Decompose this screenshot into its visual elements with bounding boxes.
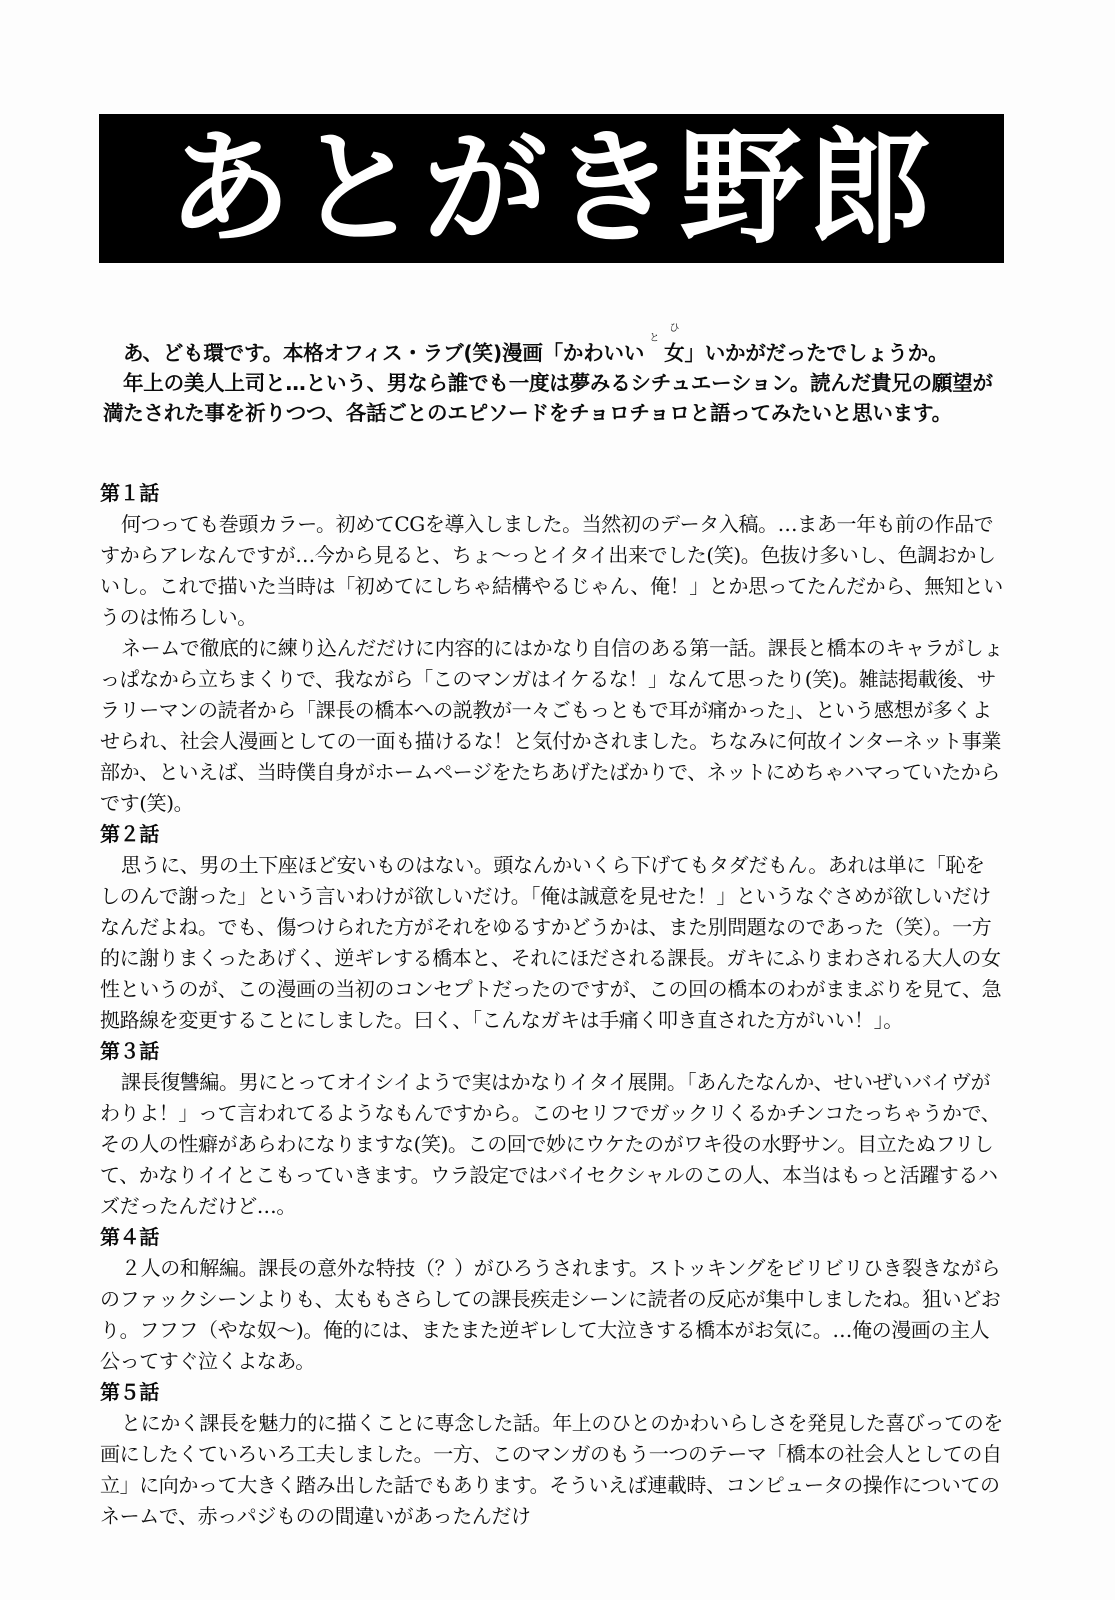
ruby-annotation — [644, 323, 685, 368]
episode-paragraph: ２人の和解編。課長の意外な特技（？）がひろうされます。ストッキングをビリビリひき裂きながらのファックシーンよりも、太ももさらしての課長疾走シーンに読者の反応が集中しましたね。狙いどおり。フフフ（やな奴〜)。俺的には、またまた逆ギレして大泣きする橋本がお気に。…俺の漫画の主人公ってすぐ泣くよなあ。 — [100, 1256, 1001, 1373]
episode-paragraph: 思うに、男の土下座ほど安いものはない。頭なんかいくら下げてもタダだもん。あれは単に「恥をしのんで謝った」という言いわけが欲しいだけ。「俺は誠意を見せた！」というなぐさめが欲しいだけなんだよね。でも、傷つけられた方がそれをゆるすかどうかは、また別問題なのであった（笑）。一方的に謝りまくったあげく、逆ギレする橋本と、それにほだされる課長。ガキにふりまわされる大人の女性というのが、この漫画の当初のコンセプトだったのですが、この回の橋本のわがままぶりを見て、急拠路線を変更することにしました。曰く、「こんなガキは手痛く叩き直された方がいい！」。 — [100, 853, 1002, 1032]
episode-heading: 第１話 — [100, 481, 159, 505]
intro-paragraph-2: 年上の美人上司と…という、男なら誰でも一度は夢みるシチュエーション。読んだ貴兄の願望が満たされた事を祈りつつ、各話ごとのエピソードをチョロチョロと語ってみたいと思います。 — [103, 371, 993, 425]
intro-section — [103, 323, 1003, 428]
intro-line1-after: 」いかがだったでしょうか。 — [684, 341, 949, 365]
ruby-text: ひと — [649, 323, 680, 344]
episode-section — [100, 819, 1003, 1036]
intro-paragraph-1 — [103, 323, 1003, 368]
ruby-base: 女 — [664, 341, 685, 365]
episode-section — [100, 1036, 1003, 1222]
episode-heading: 第２話 — [100, 822, 159, 846]
episode-section — [100, 478, 1003, 819]
episode-paragraph: とにかく課長を魅力的に描くことに専念した話。年上のひとのかわいらしさを発見した喜びってのを画にしたくていろいろ工夫しました。一方、このマンガのもう一つのテーマ「橋本の社会人としての自立」に向かって大きく踏み出した話でもあります。そういえば連載時、コンピュータの操作についてのネームで、赤っパジものの間違いがあったんだけ — [100, 1411, 1003, 1528]
episode-section — [100, 1222, 1003, 1377]
episode-paragraph: 課長復讐編。男にとってオイシイようで実はかなりイタイ展開。「あんたなんか、せいぜいバイヴがわりよ！」って言われてるようなもんですから。このセリフでガックリくるかチンコたっちゃうかで、その人の性癖があらわになりますな(笑)。この回で妙にウケたのがワキ役の水野サン。目立たぬフリして、かなりイイとこもっていきます。ウラ設定ではバイセクシャルのこの人、本当はもっと活躍するハズだったんだけど…。 — [100, 1070, 1001, 1218]
episode-heading: 第４話 — [100, 1225, 159, 1249]
intro-line1-before: あ、ども環です。本格オフィス・ラブ(笑)漫画「かわいい — [123, 341, 645, 365]
page-title: あとがき野郎 — [167, 116, 936, 261]
episode-section — [100, 1377, 1003, 1532]
title-banner — [99, 114, 1004, 263]
episode-paragraph: ネームで徹底的に練り込んだだけに内容的にはかなり自信のある第一話。課長と橋本のキャラがしょっぱなから立ちまくりで、我ながら「このマンガはイケるな！」なんて思ったり(笑)。雑誌掲載後、サラリーマンの読者から「課長の橋本への説教が一々ごもっともで耳が痛かった」、という感想が多くよせられ、社会人漫画としての一面も描けるな！と気付かされました。ちなみに何故インターネット事業部か、といえば、当時僕自身がホームページをたちあげたばかりで、ネットにめちゃハマっていたからです(笑)。 — [100, 636, 1003, 815]
episode-heading: 第３話 — [100, 1039, 159, 1063]
episode-heading: 第５話 — [100, 1380, 159, 1404]
episode-notes — [100, 478, 1003, 1532]
episode-paragraph: 何つっても巻頭カラー。初めてCGを導入しました。当然初のデータ入稿。…まあ一年も前の作品ですからアレなんですが…今から見ると、ちょ〜っとイタイ出来でした(笑)。色抜け多いし、色調おかしいし。これで描いた当時は「初めてにしちゃ結構やるじゃん、俺！」とか思ってたんだから、無知というのは怖ろしい。 — [100, 512, 1003, 629]
